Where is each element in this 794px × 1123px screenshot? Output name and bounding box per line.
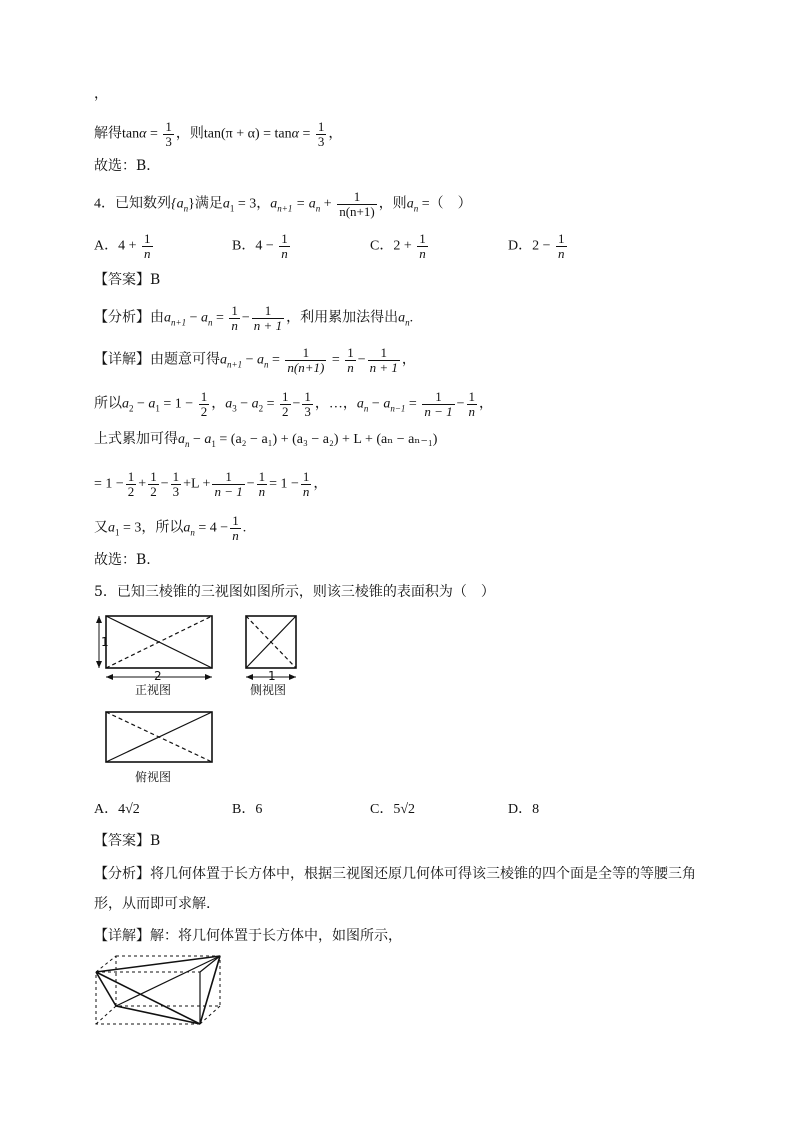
front-width-label: 2 — [154, 669, 162, 683]
side-width-label: 1 — [268, 669, 276, 683]
q5-option-d: D．8 — [508, 802, 540, 817]
front-view-label: 正视图 — [135, 683, 172, 697]
q4-sum-line2: = 1 − $\frac{1}{2}$ + $\frac{1}{2}$ − $\frac{1}{3}$ +L + $\frac{1}{n - 1}$ − $\frac{1}{n}$ = 1 − $\frac{1}{n}$ ， — [94, 469, 328, 499]
prev-answer: 故选：B． — [94, 158, 161, 174]
continuation-mark: ， — [94, 86, 108, 102]
recurrence-fraction: $\frac{1}{n(n+1)}$ — [339, 189, 375, 219]
q4-answer: 【答案】B — [94, 272, 161, 288]
fraction-one-third: $\frac{1}{3}$ — [165, 119, 172, 149]
side-view-label: 侧视图 — [250, 683, 287, 697]
q4-option-b: B．4 − $\frac{1}{n}$ — [232, 231, 288, 261]
top-view — [106, 712, 212, 784]
q4-analysis: 【分析】由$a_{n+1} - a_n$ = $\frac{1}{n}$ − $\frac{1}{n + 1}$ ，利用累加法得出$a_n$. — [94, 303, 414, 333]
fraction-one-third-2: $\frac{1}{3}$ — [317, 119, 325, 149]
q4-stem: 4．已知数列$\{a_n\}$满足$a_1 = 3$，$a_{n+1} = a_n$ + $\frac{1}{n(n+1)}$ ，则$a_n$ =（ ） — [94, 189, 472, 219]
q5-option-b: B．6 — [232, 802, 263, 817]
prev-solution-line: 解得tanα = $\frac{1}{3}$ ，则tan(π + α) = tanα = $\frac{1}{3}$ ， — [94, 119, 343, 149]
q5-analysis-1: 【分析】将几何体置于长方体中，根据三视图还原几何体可得该三棱锥的四个面是全等的等腰三角 — [94, 866, 696, 882]
q4-sum: 上式累加可得$a_n - a_1 = (a_2 - a_1) + (a_3 - a_2) + L + (a_n - a_{n-1})$ — [94, 432, 438, 449]
three-view-diagram — [90, 608, 320, 788]
q5-analysis-2: 形，从而即可求解. — [94, 896, 211, 912]
q4-option-c: C．2 + $\frac{1}{n}$ — [370, 231, 426, 261]
side-view — [246, 616, 296, 697]
q4-option-a: A．4 + $\frac{1}{n}$ — [94, 231, 151, 261]
top-view-label: 俯视图 — [135, 770, 172, 784]
q4-option-d: D．2 − $\frac{1}{n}$ — [508, 231, 565, 261]
q5-answer: 【答案】B — [94, 833, 161, 849]
q5-detail: 【详解】解：将几何体置于长方体中，如图所示， — [94, 928, 402, 944]
front-height-label: 1 — [101, 635, 109, 649]
q5-option-a: A．4√2 — [94, 802, 140, 817]
cuboid-diagram — [92, 952, 226, 1032]
q4-conclusion: 又$a_1 = 3$，所以$a_n = 4$ − $\frac{1}{n}$ . — [94, 513, 247, 543]
front-view — [96, 616, 212, 697]
q4-choose: 故选：B. — [94, 552, 151, 568]
q4-differences: 所以$a_2 - a_1 = 1$ − $\frac{1}{2}$ ，$a_3 - a_2$ = $\frac{1}{2}$ − $\frac{1}{3}$ ，…，$a_n - a_{n-1}$ = $\frac{1}{n - 1}$ − $\frac{1}{n}$ ， — [94, 389, 493, 419]
q4-detail: 【详解】由题意可得$a_{n+1} - a_n$ = $\frac{1}{n(n+1)}$ = $\frac{1}{n}$ − $\frac{1}{n + 1}$ ， — [94, 345, 416, 375]
q5-stem: 5．已知三棱锥的三视图如图所示，则该三棱锥的表面积为（ ） — [94, 584, 495, 600]
q5-option-c: C．5√2 — [370, 802, 416, 817]
